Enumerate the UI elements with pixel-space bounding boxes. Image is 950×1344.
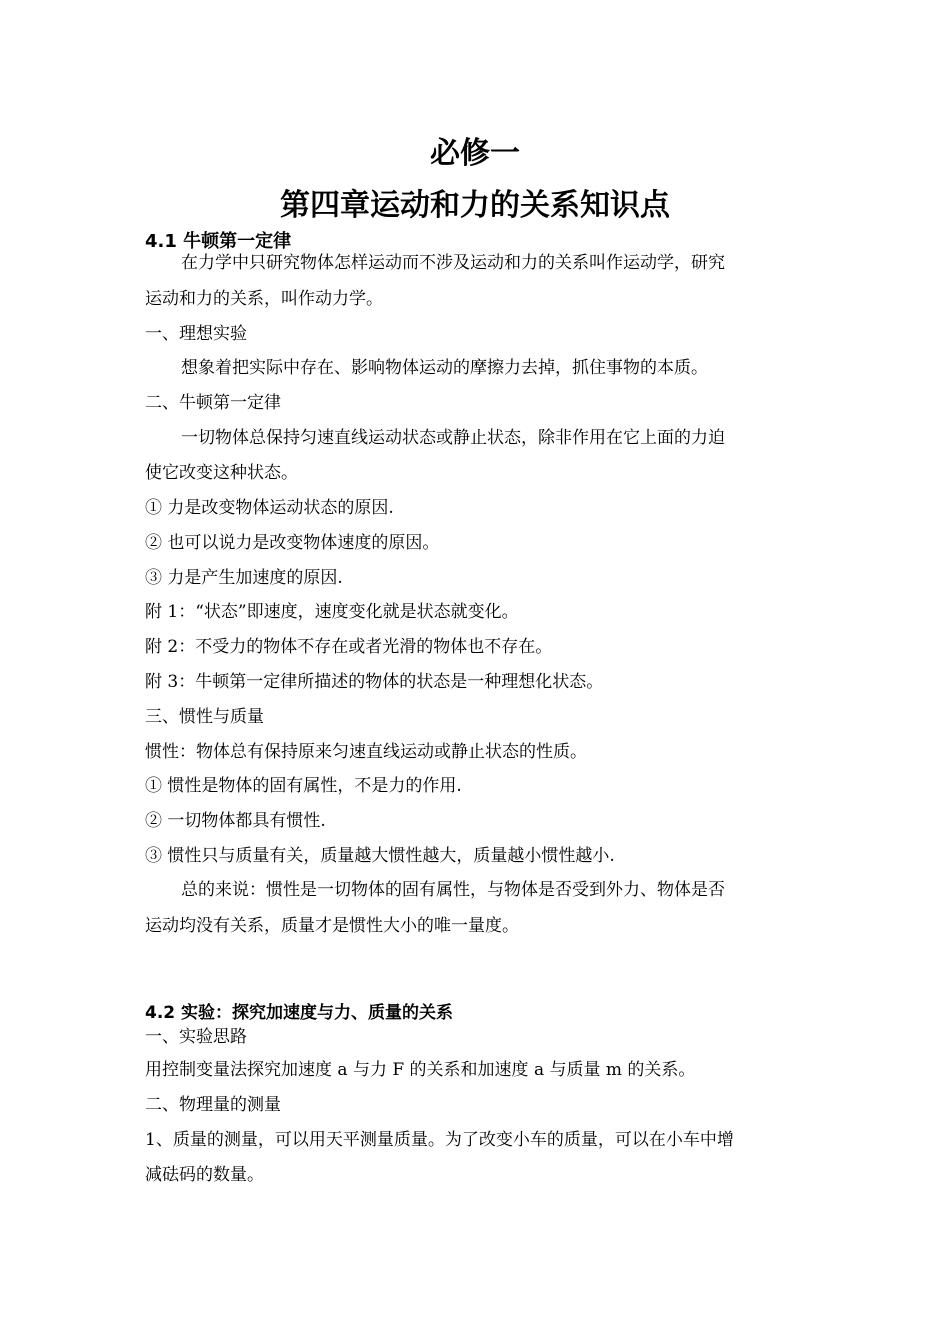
chapter-title: 第四章运动和力的关系知识点 bbox=[280, 188, 670, 223]
list-item: ① 力是改变物体运动状态的原因. bbox=[145, 498, 394, 518]
page-title: 必修一 bbox=[430, 136, 520, 171]
list-item: ③ 力是产生加速度的原因. bbox=[145, 568, 343, 588]
section-heading-4-2: 4.2 实验：探究加速度与力、质量的关系 bbox=[145, 1003, 454, 1023]
subsection-title: 一、实验思路 bbox=[145, 1027, 247, 1047]
note: 附 3：牛顿第一定律所描述的物体的状态是一种理想化状态。 bbox=[145, 672, 604, 692]
paragraph: 一切物体总保持匀速直线运动状态或静止状态，除非作用在它上面的力迫 bbox=[181, 428, 725, 448]
note: 附 1：“状态”即速度，速度变化就是状态就变化。 bbox=[145, 602, 519, 622]
subsection-title: 一、理想实验 bbox=[145, 324, 247, 344]
subsection-title: 二、牛顿第一定律 bbox=[145, 393, 281, 413]
subsection-title: 三、惯性与质量 bbox=[145, 707, 264, 727]
paragraph: 惯性：物体总有保持原来匀速直线运动或静止状态的性质。 bbox=[145, 742, 587, 762]
paragraph: 运动和力的关系，叫作动力学。 bbox=[145, 289, 383, 309]
note: 附 2：不受力的物体不存在或者光滑的物体也不存在。 bbox=[145, 637, 553, 657]
paragraph: 总的来说：惯性是一切物体的固有属性，与物体是否受到外力、物体是否 bbox=[181, 880, 725, 900]
paragraph: 想象着把实际中存在、影响物体运动的摩擦力去掉，抓住事物的本质。 bbox=[181, 358, 708, 378]
paragraph: 使它改变这种状态。 bbox=[145, 463, 298, 483]
paragraph: 在力学中只研究物体怎样运动而不涉及运动和力的关系叫作运动学，研究 bbox=[181, 253, 725, 273]
paragraph: 1、质量的测量，可以用天平测量质量。为了改变小车的质量，可以在小车中增 bbox=[145, 1130, 734, 1150]
list-item: ② 也可以说力是改变物体速度的原因。 bbox=[145, 533, 440, 553]
paragraph: 用控制变量法探究加速度 a 与力 F 的关系和加速度 a 与质量 m 的关系。 bbox=[145, 1060, 696, 1080]
subsection-title: 二、物理量的测量 bbox=[145, 1095, 281, 1115]
paragraph: 减砝码的数量。 bbox=[145, 1165, 264, 1185]
paragraph: 运动均没有关系，质量才是惯性大小的唯一量度。 bbox=[145, 916, 519, 936]
list-item: ① 惯性是物体的固有属性，不是力的作用. bbox=[145, 776, 462, 796]
list-item: ② 一切物体都具有惯性. bbox=[145, 811, 326, 831]
section-heading-4-1: 4.1 牛顿第一定律 bbox=[145, 231, 292, 252]
list-item: ③ 惯性只与质量有关，质量越大惯性越大，质量越小惯性越小. bbox=[145, 846, 615, 866]
